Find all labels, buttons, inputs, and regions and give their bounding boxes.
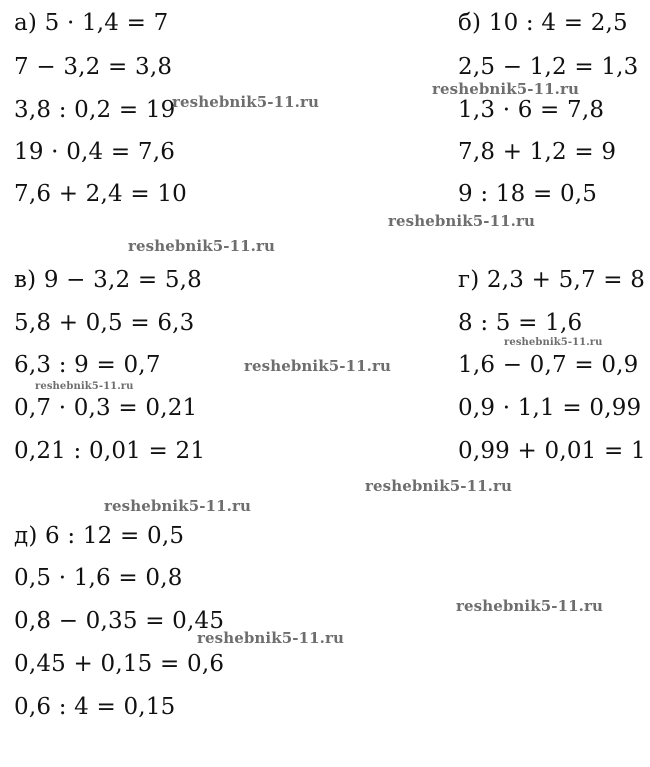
problem-a-line-3: 3,8 : 0,2 = 19 xyxy=(14,97,176,123)
watermark: reshebnik5-11.ru xyxy=(365,477,512,495)
problem-g-line-5: 0,99 + 0,01 = 1 xyxy=(458,438,646,464)
problem-b-line-1: б) 10 : 4 = 2,5 xyxy=(458,10,628,36)
watermark: reshebnik5-11.ru xyxy=(197,629,344,647)
watermark: reshebnik5-11.ru xyxy=(456,597,603,615)
problem-g-line-2: 8 : 5 = 1,6 xyxy=(458,310,583,336)
problem-v-line-4: 0,7 · 0,3 = 0,21 xyxy=(14,395,198,421)
watermark: reshebnik5-11.ru xyxy=(172,93,319,111)
problem-d-line-4: 0,45 + 0,15 = 0,6 xyxy=(14,651,225,677)
watermark: reshebnik5-11.ru xyxy=(128,237,275,255)
watermark: reshebnik5-11.ru xyxy=(35,381,134,392)
problem-d-line-5: 0,6 : 4 = 0,15 xyxy=(14,694,176,720)
watermark: reshebnik5-11.ru xyxy=(504,337,603,348)
problem-g-line-4: 0,9 · 1,1 = 0,99 xyxy=(458,395,642,421)
problem-v-line-2: 5,8 + 0,5 = 6,3 xyxy=(14,310,195,336)
problem-a-line-2: 7 − 3,2 = 3,8 xyxy=(14,54,173,80)
problem-b-line-4: 7,8 + 1,2 = 9 xyxy=(458,139,617,165)
watermark: reshebnik5-11.ru xyxy=(432,80,579,98)
problem-v-line-1: в) 9 − 3,2 = 5,8 xyxy=(14,267,203,293)
problem-d-line-3: 0,8 − 0,35 = 0,45 xyxy=(14,608,225,634)
problem-v-line-3: 6,3 : 9 = 0,7 xyxy=(14,352,161,378)
watermark: reshebnik5-11.ru xyxy=(104,497,251,515)
problem-g-line-3: 1,6 − 0,7 = 0,9 xyxy=(458,352,639,378)
problem-a-line-5: 7,6 + 2,4 = 10 xyxy=(14,181,188,207)
watermark: reshebnik5-11.ru xyxy=(244,357,391,375)
problem-a-line-4: 19 · 0,4 = 7,6 xyxy=(14,139,176,165)
problem-b-line-2: 2,5 − 1,2 = 1,3 xyxy=(458,54,639,80)
problem-g-line-1: г) 2,3 + 5,7 = 8 xyxy=(458,267,646,293)
problem-a-line-1: а) 5 · 1,4 = 7 xyxy=(14,10,169,36)
problem-b-line-3: 1,3 · 6 = 7,8 xyxy=(458,97,605,123)
watermark: reshebnik5-11.ru xyxy=(388,212,535,230)
problem-b-line-5: 9 : 18 = 0,5 xyxy=(458,181,598,207)
problem-d-line-1: д) 6 : 12 = 0,5 xyxy=(14,523,185,549)
problem-d-line-2: 0,5 · 1,6 = 0,8 xyxy=(14,565,183,591)
problem-v-line-5: 0,21 : 0,01 = 21 xyxy=(14,438,206,464)
